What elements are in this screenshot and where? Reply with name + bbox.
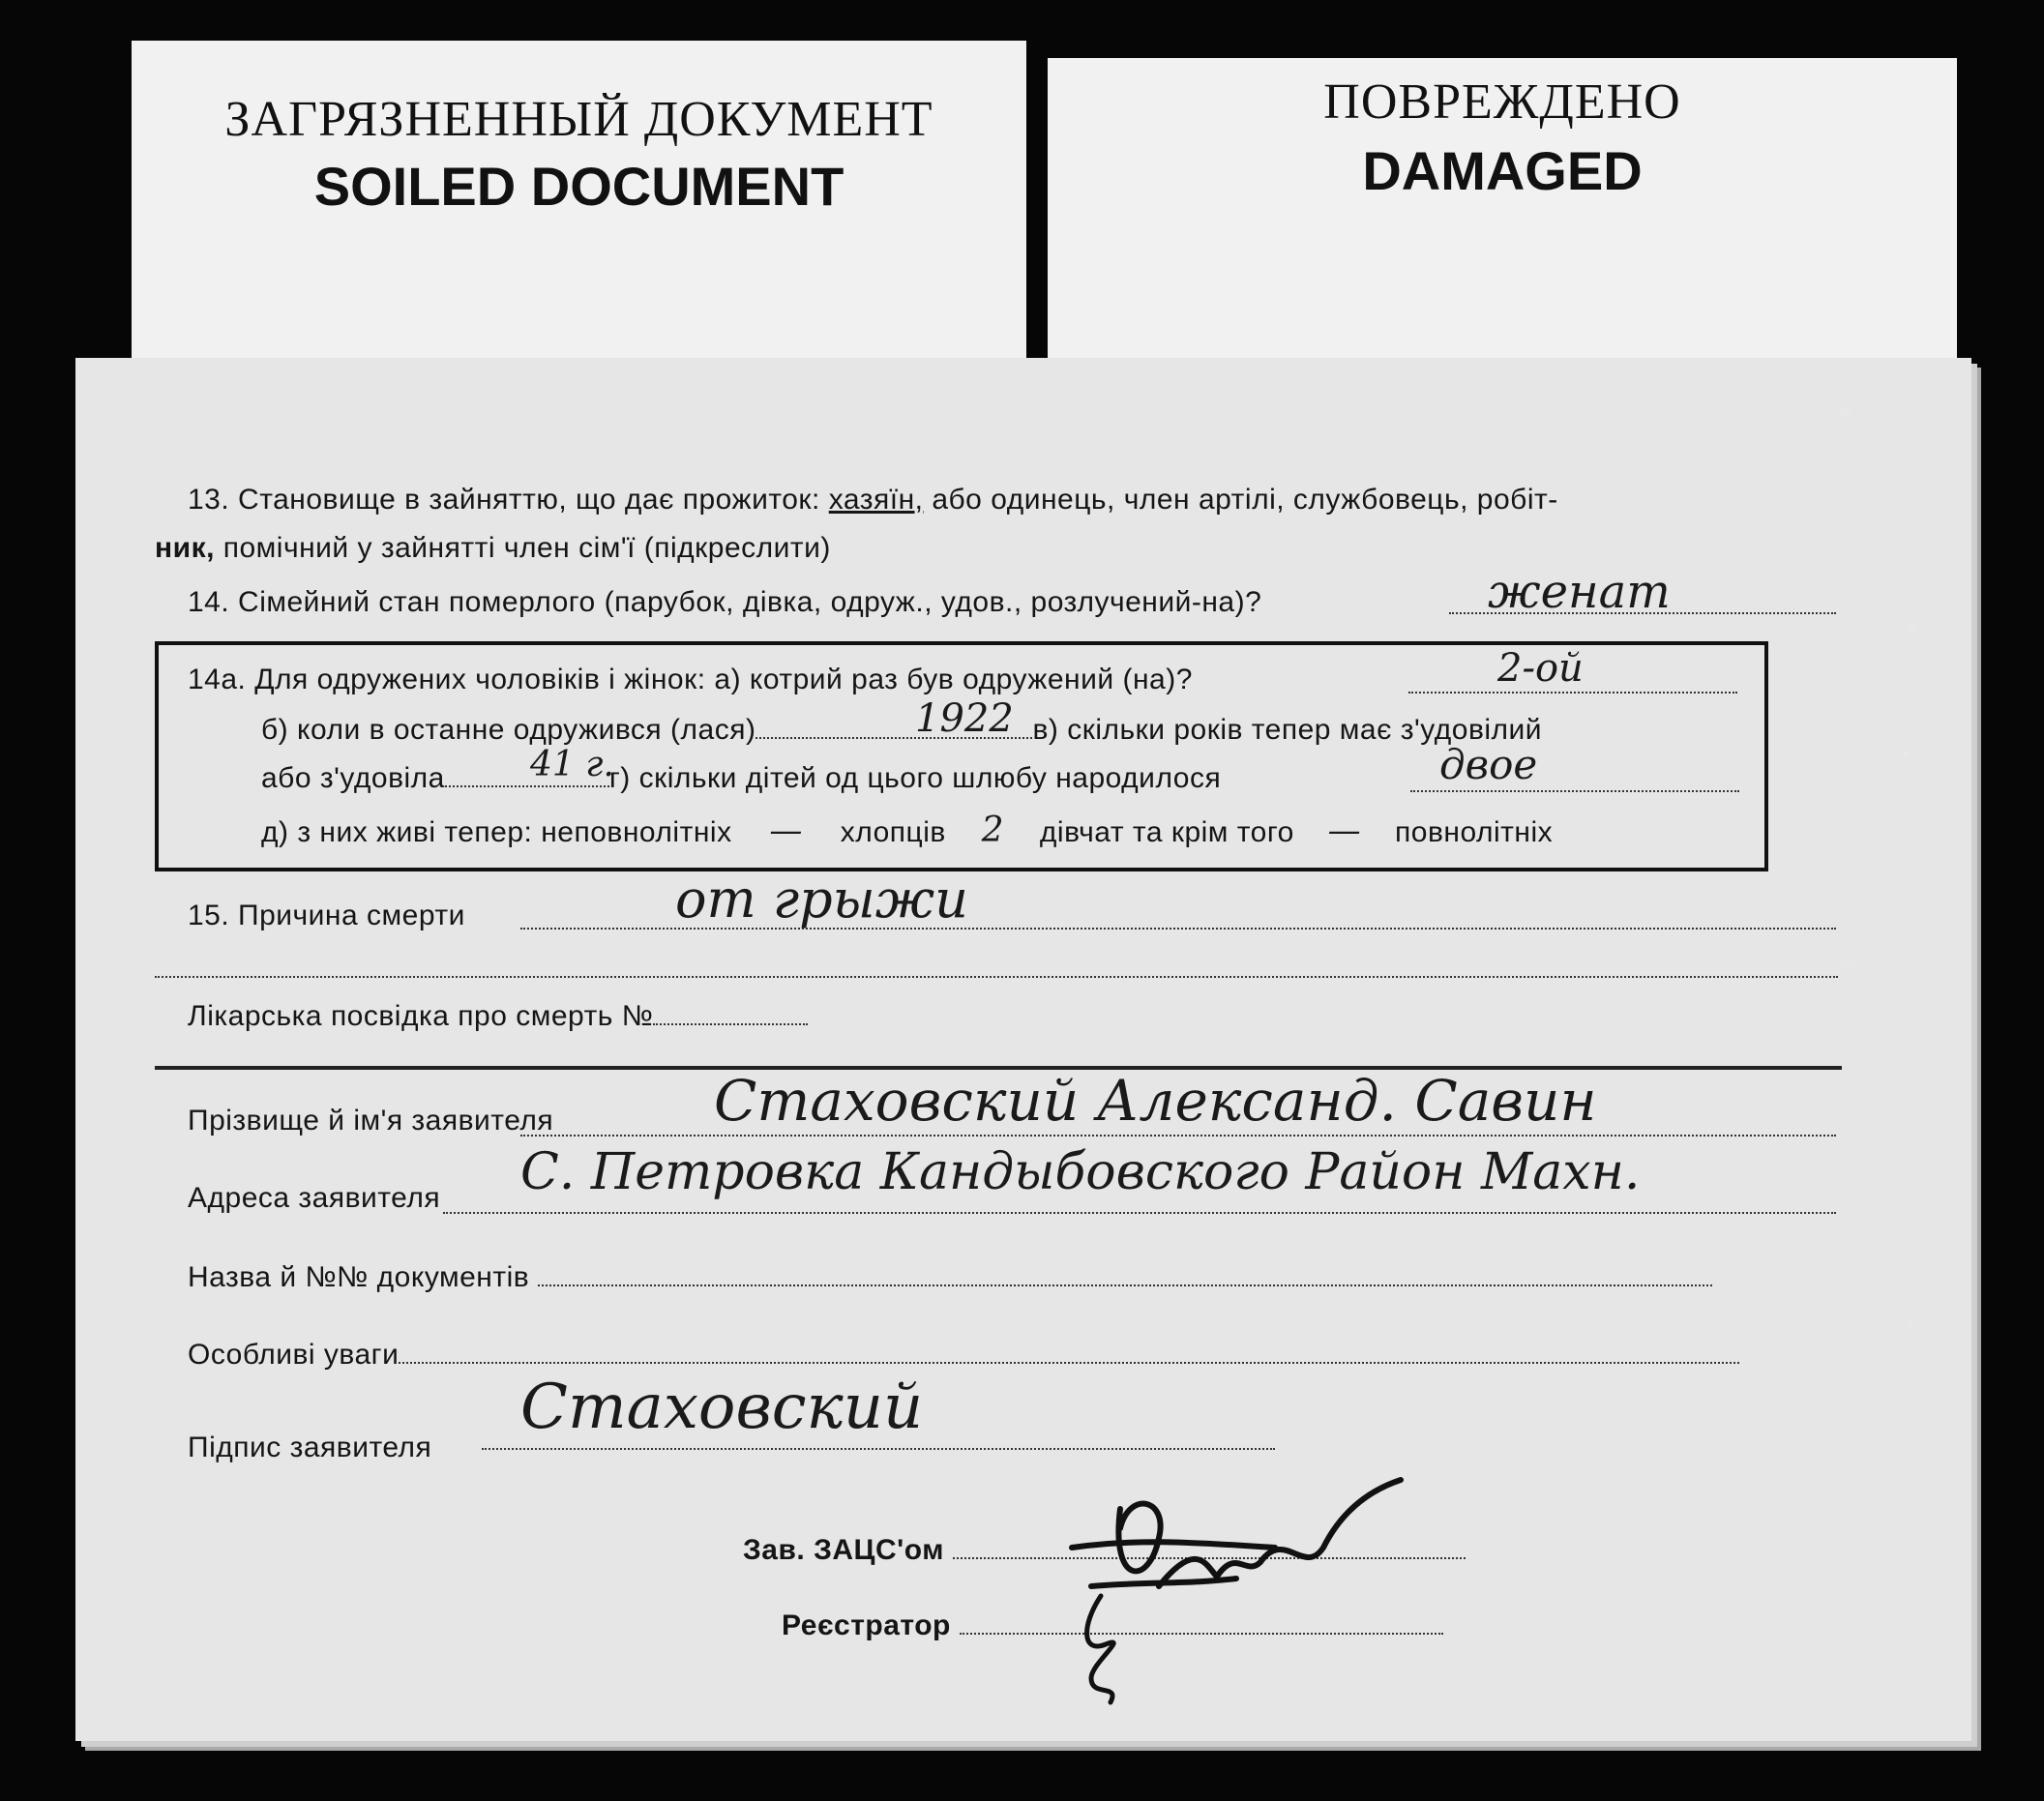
soiled-label-ru: ЗАГРЯЗНЕННЫЙ ДОКУМЕНТ xyxy=(224,92,933,147)
q14a-line1: 14а. Для одружених чоловіків і жінок: а) котрий раз був одружений (на)? xyxy=(188,664,1193,695)
soiled-label-en: SOILED DOCUMENT xyxy=(313,156,844,217)
q14a-line3: або з'удовіла г) скільки дітей од цього шлюбу народилося xyxy=(261,762,1222,794)
applicant-name-label: Прізвище й ім'я заявителя xyxy=(188,1105,554,1137)
q14a-girls-answer: 2 xyxy=(981,811,1005,850)
head-zags-label: Зав. ЗАЦС'ом xyxy=(743,1534,1466,1567)
q13-underlined-answer: хазяїн, xyxy=(828,484,924,516)
q14a-children-answer: двое xyxy=(1439,741,1538,788)
q14a-year-answer: 1922 xyxy=(915,696,1014,741)
registrar-label: Реєстратор xyxy=(782,1609,1443,1642)
applicant-signature: Стаховский xyxy=(520,1372,924,1443)
damaged-label-en: DAMAGED xyxy=(1362,140,1643,201)
applicant-address-label: Адреса заявителя xyxy=(188,1182,441,1214)
special-notes-label: Особливі уваги xyxy=(188,1339,1739,1372)
q14-answer: женат xyxy=(1488,565,1671,619)
edge-mark: ✦ xyxy=(1833,399,1856,428)
q14-label: 14. Сімейний стан померлого (парубок, дівка, одруж., удов., розлучений-на)? xyxy=(188,586,1262,618)
damaged-label-ru: ПОВРЕЖДЕНО xyxy=(1323,74,1681,130)
edge-mark: ● xyxy=(1904,611,1920,641)
applicant-name-value: Стаховский Александ. Савин xyxy=(714,1068,1597,1134)
medical-certificate-label: Лікарська посвідка про смерть № xyxy=(188,1000,808,1033)
damaged-document-label xyxy=(1048,58,1957,377)
soiled-document-label xyxy=(132,41,1026,379)
q14a-line2: б) коли в останне одружився (лася) в) скільки років тепер має з'удовілий xyxy=(261,714,1543,746)
q13-line1: 13. Становище в зайняттю, що дає прожиток: хазяїн, або одинець, член артілі, службовець, робіт- xyxy=(188,484,1558,516)
q14a-times-answer: 2-ой xyxy=(1497,646,1584,691)
q15-label: 15. Причина смерти xyxy=(188,900,465,931)
edge-mark: ● xyxy=(1906,1315,1915,1332)
q14a-adults-answer: — xyxy=(1327,812,1362,850)
edge-mark: ● xyxy=(1901,745,1911,761)
death-registration-form xyxy=(75,358,1971,1741)
q14a-line4: д) з них живі тепер: неповнолітніх — хлопців 2 дівчат та крім того — повнолітніх xyxy=(261,811,1554,850)
q14a-years-answer: 41 г. xyxy=(530,745,614,784)
q15-answer: от грыжи xyxy=(675,869,968,930)
applicant-signature-label: Підпис заявителя xyxy=(188,1432,432,1463)
q13-line2: ник, помічний у зайнятті член сім'ї (підкреслити) xyxy=(155,532,831,564)
applicant-address-value: С. Петровка Кандыбовского Район Махн. xyxy=(520,1143,1641,1201)
edge-mark: ✧ xyxy=(1838,950,1861,980)
registrar-signature-icon xyxy=(1052,1586,1159,1712)
documents-label: Назва й №№ документів xyxy=(188,1261,1712,1294)
q14a-boys-answer: — xyxy=(769,812,803,850)
